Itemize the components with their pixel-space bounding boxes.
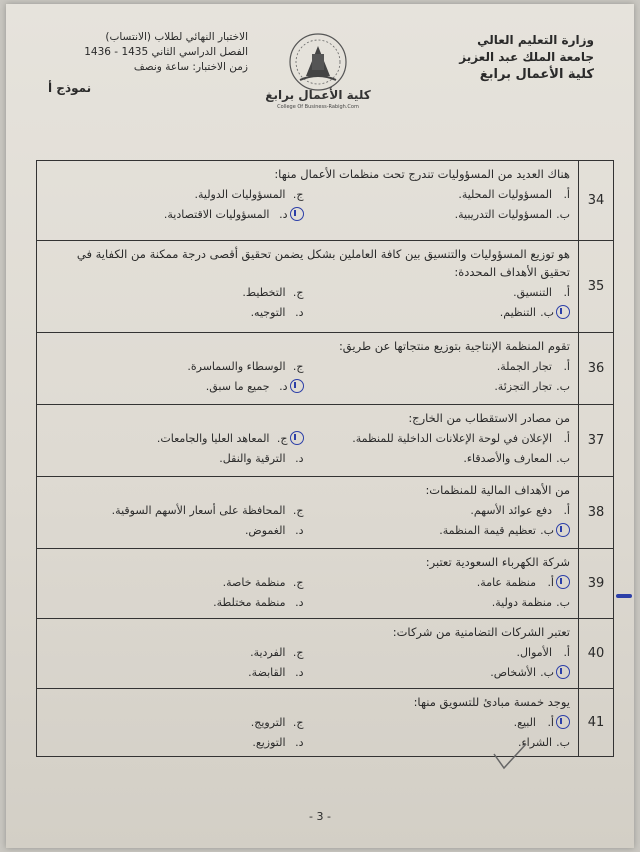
option-text: المعاهد العليا والجامعات. <box>156 432 270 445</box>
option-text: التوزيع. <box>252 736 286 749</box>
option-text: التنظيم. <box>499 306 536 319</box>
answer-option[interactable] <box>314 285 571 301</box>
option-text: منظمة خاصة. <box>222 576 286 589</box>
answer-option[interactable] <box>314 359 571 375</box>
option-letter: أ. <box>563 504 570 517</box>
ministry-name: وزارة التعليم العالي <box>477 33 594 47</box>
question-body <box>37 161 579 241</box>
option-letter: د. <box>295 596 304 609</box>
option-letter: د. <box>295 736 304 749</box>
option-letter: ج. <box>292 504 304 517</box>
option-text: المسؤوليات الدولية. <box>194 188 286 201</box>
question-text: تقوم المنظمة الإنتاجية بتوزيع منتجاتها عن طريق: <box>338 339 570 353</box>
answer-option[interactable] <box>47 595 304 611</box>
option-text: منظمة دولية. <box>491 596 552 609</box>
answer-option[interactable] <box>314 575 571 591</box>
answer-option[interactable] <box>47 715 304 731</box>
option-text: التنسيق. <box>513 286 552 299</box>
option-text: الغموض. <box>244 524 286 537</box>
option-letter: أ. <box>547 576 554 589</box>
question-text: تعتبر الشركات التضامنية من شركات: <box>392 625 570 639</box>
option-text: الفردية. <box>250 646 286 659</box>
question-text: من مصادر الاستقطاب من الخارج: <box>408 411 570 425</box>
exam-duration: زمن الاختبار: ساعة ونصف <box>133 61 248 73</box>
answer-option[interactable] <box>314 207 571 223</box>
question-body <box>37 405 579 477</box>
option-text: الترويج. <box>250 716 286 729</box>
answer-option[interactable] <box>47 285 304 301</box>
option-letter: ب. <box>556 452 570 465</box>
option-letter: ب. <box>540 666 554 679</box>
circled-answer-icon <box>556 305 570 319</box>
answer-option[interactable] <box>314 431 571 447</box>
option-text: التوجيه. <box>250 306 286 319</box>
answer-option[interactable] <box>314 187 571 203</box>
option-text: المسؤوليات المحلية. <box>458 188 552 201</box>
option-letter: ج. <box>276 432 288 445</box>
option-text: الشراء. <box>517 736 552 749</box>
circled-answer-icon <box>290 379 304 393</box>
option-text: التخطيط. <box>242 286 286 299</box>
answer-option[interactable] <box>314 595 571 611</box>
answer-option[interactable] <box>314 645 571 661</box>
question-number: 36 <box>579 333 614 405</box>
answer-option[interactable] <box>47 379 304 395</box>
question-body <box>37 619 579 689</box>
question-body <box>37 549 579 619</box>
question-row <box>37 161 614 241</box>
answer-option[interactable] <box>314 735 571 751</box>
option-text: دفع عوائد الأسهم. <box>470 504 552 517</box>
option-letter: ب. <box>540 524 554 537</box>
option-letter: د. <box>295 452 304 465</box>
option-letter: د. <box>279 208 288 221</box>
ministry-block <box>434 32 594 83</box>
answer-option[interactable] <box>314 715 571 731</box>
answer-option[interactable] <box>314 451 571 467</box>
question-row <box>37 549 614 619</box>
question-row <box>37 333 614 405</box>
answer-options <box>47 187 570 223</box>
option-letter: أ. <box>547 716 554 729</box>
answer-option[interactable] <box>47 359 304 375</box>
answer-option[interactable] <box>314 379 571 395</box>
logo-caption: كلية الأعمال برابغ <box>265 88 371 102</box>
question-text: من الأهداف المالية للمنظمات: <box>425 483 570 497</box>
answer-options <box>47 575 570 611</box>
option-text: المسؤوليات التدريبية. <box>454 208 552 221</box>
option-text: القابضة. <box>248 666 286 679</box>
exam-model: نموذج أ <box>48 81 92 95</box>
option-letter: ج. <box>292 716 304 729</box>
option-letter: ج. <box>292 646 304 659</box>
question-row <box>37 405 614 477</box>
question-text: هو توزيع المسؤوليات والتنسيق بين كافة العاملين بشكل يضمن تحقيق أقصى درجة ممكنة من الكفاية في تحقيق الأهداف المحددة: <box>76 247 570 279</box>
option-text: الترقية والنقل. <box>219 452 286 465</box>
option-text: الأشخاص. <box>490 666 536 679</box>
question-body <box>37 241 579 333</box>
option-text: المسؤوليات الاقتصادية. <box>163 208 270 221</box>
circled-answer-icon <box>290 207 304 221</box>
option-text: المعارف والأصدقاء. <box>463 452 552 465</box>
option-text: تجار التجزئة. <box>494 380 552 393</box>
option-letter: ب. <box>556 736 570 749</box>
question-number: 34 <box>579 161 614 241</box>
option-letter: د. <box>279 380 288 393</box>
exam-page <box>6 4 634 848</box>
option-letter: د. <box>295 666 304 679</box>
answer-option[interactable] <box>47 451 304 467</box>
question-number: 37 <box>579 405 614 477</box>
exam-header <box>6 4 634 154</box>
option-text: المحافظة على أسعار الأسهم السوقية. <box>111 504 286 517</box>
answer-option[interactable] <box>314 305 571 321</box>
option-letter: ب. <box>556 596 570 609</box>
option-text: تعظيم قيمة المنظمة. <box>439 524 536 537</box>
question-number: 41 <box>579 689 614 757</box>
answer-option[interactable] <box>314 523 571 539</box>
question-row <box>37 241 614 333</box>
option-text: تجار الجملة. <box>496 360 552 373</box>
answer-option[interactable] <box>47 575 304 591</box>
option-text: منظمة عامة. <box>476 576 536 589</box>
answer-option[interactable] <box>314 503 571 519</box>
question-row <box>37 477 614 549</box>
option-letter: ج. <box>292 360 304 373</box>
circled-answer-icon <box>556 665 570 679</box>
circled-answer-icon <box>556 575 570 589</box>
option-letter: ب. <box>556 208 570 221</box>
option-text: الوسطاء والسماسرة. <box>187 360 286 373</box>
check-mark-icon <box>490 742 530 772</box>
page-number: - 3 - <box>309 810 331 823</box>
option-letter: أ. <box>563 360 570 373</box>
question-row <box>37 619 614 689</box>
option-letter: أ. <box>563 432 570 445</box>
question-number: 35 <box>579 241 614 333</box>
answer-option[interactable] <box>47 431 304 447</box>
answer-option[interactable] <box>47 523 304 539</box>
answer-option[interactable] <box>47 187 304 203</box>
question-text: شركة الكهرباء السعودية تعتبر: <box>425 555 570 569</box>
answer-option[interactable] <box>47 735 304 751</box>
answer-option[interactable] <box>47 645 304 661</box>
option-letter: ب. <box>556 380 570 393</box>
answer-options <box>47 503 570 539</box>
option-text: الإعلان في لوحة الإعلانات الداخلية للمنظمة. <box>352 432 552 445</box>
questions-table <box>36 160 614 757</box>
exam-info-block <box>48 30 248 96</box>
question-text: هناك العديد من المسؤوليات تندرج تحت منظمات الأعمال منها: <box>274 167 570 181</box>
university-name: جامعة الملك عبد العزيز <box>459 50 594 64</box>
option-text: الأموال. <box>516 646 552 659</box>
answer-option[interactable] <box>314 665 571 681</box>
option-letter: أ. <box>563 286 570 299</box>
logo-website: College Of Business-Rabigh.Com <box>277 104 359 110</box>
option-letter: ب. <box>540 306 554 319</box>
question-body <box>37 477 579 549</box>
option-text: البيع. <box>513 716 536 729</box>
option-letter: ج. <box>292 286 304 299</box>
answer-options <box>47 431 570 467</box>
answer-options <box>47 285 570 321</box>
answer-option[interactable] <box>47 503 304 519</box>
question-body <box>37 333 579 405</box>
answer-option[interactable] <box>47 665 304 681</box>
option-letter: ج. <box>292 188 304 201</box>
answer-options <box>47 359 570 395</box>
question-text: يوجد خمسة مبادئ للتسويق منها: <box>413 695 570 709</box>
circled-answer-icon <box>556 715 570 729</box>
option-letter: د. <box>295 524 304 537</box>
margin-pen-mark <box>616 594 632 598</box>
question-number: 39 <box>579 549 614 619</box>
answer-options <box>47 645 570 681</box>
college-name: كلية الأعمال برابغ <box>479 67 594 82</box>
circled-answer-icon <box>556 523 570 537</box>
answer-option[interactable] <box>47 305 304 321</box>
option-letter: أ. <box>563 188 570 201</box>
circled-answer-icon <box>290 431 304 445</box>
option-letter: أ. <box>563 646 570 659</box>
answer-option[interactable] <box>47 207 304 223</box>
exam-semester: الفصل الدراسي الثاني 1435 - 1436 <box>84 46 248 58</box>
option-letter: د. <box>295 306 304 319</box>
option-text: جميع ما سبق. <box>205 380 270 393</box>
exam-title: الاختبار النهائي لطلاب (الانتساب) <box>105 31 248 43</box>
question-number: 38 <box>579 477 614 549</box>
option-text: منظمة مختلطة. <box>213 596 286 609</box>
option-letter: ج. <box>292 576 304 589</box>
question-number: 40 <box>579 619 614 689</box>
